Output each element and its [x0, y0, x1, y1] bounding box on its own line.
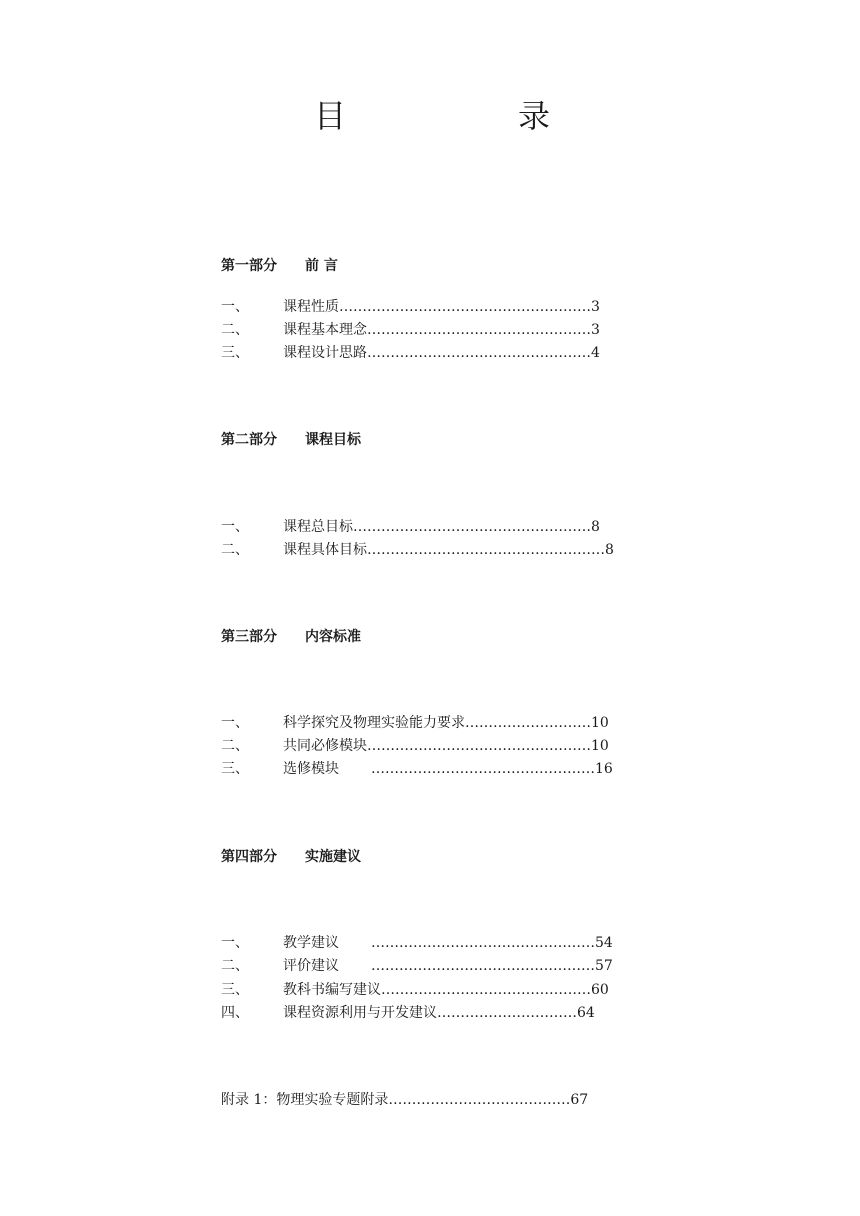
part-1-heading[interactable] — [221, 256, 338, 276]
part-2-heading[interactable] — [221, 430, 361, 450]
entry-number: 一、 — [221, 299, 249, 315]
part-2-number: 第二部分 — [221, 432, 277, 448]
toc-entry[interactable] — [221, 319, 600, 341]
toc-entry[interactable] — [221, 1002, 595, 1024]
toc-entry[interactable] — [221, 342, 600, 364]
appendix-text: 附录 1：物理实验专题附录 — [221, 1092, 389, 1108]
entry-text: 课程具体目标 — [283, 542, 367, 558]
toc-entry[interactable] — [221, 539, 614, 561]
dot-leader: ………………………………………… — [371, 761, 595, 777]
page-number: 8 — [605, 542, 614, 558]
entry-text: 共同必修模块 — [283, 738, 367, 754]
dot-leader: …………………………………………… — [353, 519, 591, 535]
page-number: 67 — [570, 1092, 589, 1108]
entry-number: 二、 — [221, 958, 249, 974]
part-3-number: 第三部分 — [221, 629, 277, 645]
dot-leader: ………………………… — [437, 1005, 577, 1021]
entry-number: 四、 — [221, 1005, 249, 1021]
toc-entry[interactable] — [221, 955, 613, 977]
entry-text: 课程资源利用与开发建议 — [283, 1005, 437, 1021]
part-2-title: 课程目标 — [305, 432, 361, 448]
dot-leader: ………………………………………… — [371, 935, 595, 951]
title-char-1: 目 — [314, 97, 347, 135]
entry-text: 选修模块 — [283, 761, 339, 777]
toc-entry[interactable] — [221, 932, 613, 954]
toc-entry[interactable] — [221, 979, 609, 1001]
part-4-heading[interactable] — [221, 847, 361, 867]
dot-leader: ……………………………………………… — [339, 299, 591, 315]
toc-entry[interactable] — [221, 758, 613, 780]
part-3-title: 内容标准 — [305, 629, 361, 645]
entry-number: 三、 — [221, 982, 249, 998]
page-number: 57 — [595, 958, 613, 974]
entry-text: 课程总目标 — [283, 519, 353, 535]
page-number: 64 — [577, 1005, 595, 1021]
dot-leader: ……………………… — [465, 715, 591, 731]
part-1-number: 第一部分 — [221, 258, 277, 274]
entry-text: 科学探究及物理实验能力要求 — [283, 715, 465, 731]
page-number: 16 — [595, 761, 613, 777]
page-number: 3 — [591, 299, 600, 315]
entry-number: 二、 — [221, 542, 249, 558]
entry-number: 二、 — [221, 322, 249, 338]
toc-entry[interactable] — [221, 712, 609, 734]
appendix-entry[interactable] — [221, 1089, 588, 1111]
title-char-2: 录 — [518, 97, 551, 135]
entry-text: 评价建议 — [283, 958, 339, 974]
dot-leader: ………………………………………… — [367, 322, 591, 338]
entry-number: 三、 — [221, 761, 249, 777]
toc-entry[interactable] — [221, 735, 609, 757]
part-4-number: 第四部分 — [221, 849, 277, 865]
entry-text: 课程基本理念 — [283, 322, 367, 338]
dot-leader: ………………………………… — [388, 1092, 571, 1108]
entry-number: 一、 — [221, 519, 249, 535]
part-3-heading[interactable] — [221, 627, 361, 647]
dot-leader: …………………………………………… — [367, 542, 605, 558]
dot-leader: ………………………………………… — [367, 345, 591, 361]
entry-text: 教科书编写建议 — [283, 982, 381, 998]
toc-entry[interactable] — [221, 516, 600, 538]
dot-leader: ………………………………………… — [371, 958, 595, 974]
entry-number: 一、 — [221, 715, 249, 731]
dot-leader: ……………………………………… — [381, 982, 591, 998]
page-number: 3 — [591, 322, 600, 338]
page-number: 10 — [591, 738, 609, 754]
part-1-title: 前 言 — [305, 258, 338, 274]
page-number: 8 — [591, 519, 600, 535]
entry-number: 三、 — [221, 345, 249, 361]
part-4-title: 实施建议 — [305, 849, 361, 865]
dot-leader: ………………………………………… — [367, 738, 591, 754]
page-number: 60 — [591, 982, 609, 998]
page-number: 10 — [591, 715, 609, 731]
entry-text: 课程设计思路 — [283, 345, 367, 361]
toc-entry[interactable] — [221, 296, 600, 318]
page-number: 4 — [591, 345, 600, 361]
entry-number: 一、 — [221, 935, 249, 951]
entry-number: 二、 — [221, 738, 249, 754]
page-number: 54 — [595, 935, 613, 951]
entry-text: 课程性质 — [283, 299, 339, 315]
entry-text: 教学建议 — [283, 935, 339, 951]
